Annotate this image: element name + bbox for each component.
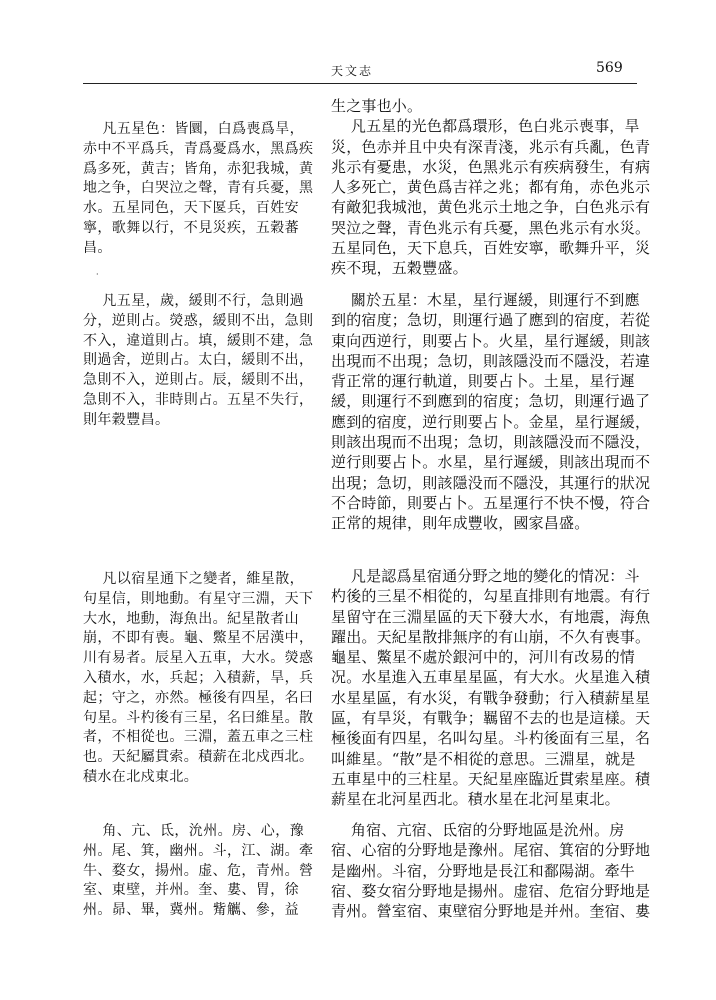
- right-para-field-allocation: 角宿、亢宿、氐宿的分野地區是沇州。房 宿、心宿的分野地是豫州。尾宿、箕宿的分野地 是幽州。斗宿，分野地是長江和鄱陽湖。牽牛 宿、婺女宿分野地是揚州。虚宿、危宿分野地是 青州。營室宿、東壁宿分野地是并州。奎宿、婁: [331, 821, 651, 921]
- stray-mark: ·: [96, 270, 99, 279]
- running-header-title: 天文志: [331, 64, 374, 78]
- header-rule: [83, 83, 637, 84]
- right-para-lodge-stars: 凡是認爲星宿通分野之地的變化的情况：斗 杓後的三星不相從的，勾星直排則有地震。有行 星留守在三淵星區的天下發大水，有地震，海魚 躍出。天紀星散排無序的有山崩，不久有喪事。 龜星、鱉星不處於銀河中的，河川有改易的情 况。水星進入五車星星區，有大水。火星進入積 水星星區，有水災，有戰争發動；行入積薪星星 區，有旱災，有戰争；羈留不去的也是這樣。天 極後面有四星，名叫勾星。斗杓後面有三星，名 叫維星。“散”是不相從的意思。三淵星，就是 五車星中的三柱星。天紀星座臨近貫索星座。積 薪星在北河星西北。積水星在北河星東北。: [331, 567, 651, 809]
- left-para-five-planets-motion: 凡五星，歲，緩則不行，急則過 分，逆則占。熒惑，緩則不出，急則 不入，違道則占。填，緩則不建，急 則過舍，逆則占。太白，緩則不出， 急則不入，逆則占。辰，緩則不出， 急則不入，非時則占。五星不失行， 則年穀豐昌。: [83, 293, 314, 428]
- right-para-five-planets-motion: 關於五星：木星，星行遲緩，則運行不到應 到的宿度；急切，則運行過了應到的宿度，若從 東向西逆行，則要占卜。火星，星行遲緩，則該 出現而不出現；急切，則該隱没而不隱没，若違 背正常的運行軌道，則要占卜。土星，星行遲 緩，則運行不到應到的宿度；急切，則運行過了 應到的宿度，逆行則要占卜。金星，星行遲緩， 則該出現而不出現；急切，則該隱没而不隱没， 逆行則要占卜。水星，星行遲緩，則該出現而不 出現；急切，則該隱没而不隱没，其運行的狀况 不合時節，則要占卜。五星運行不快不慢，符合 正常的規律，則年成豐收，國家昌盛。: [331, 291, 651, 533]
- left-para-field-allocation: 角、亢、氐，沇州。房、心，豫 州。尾、箕，幽州。斗，江、湖。牽 牛、婺女，揚州。虚、危，青州。營 室、東壁，并州。奎、婁、胃，徐 州。昴、畢，冀州。觜觽、參，益: [83, 823, 314, 919]
- right-para-five-planets-color: 生之事也小。 凡五星的光色都爲環形，色白兆示喪事，旱 災，色赤并且中央有深青淺，兆示有兵亂，色青 兆示有憂患，水災，色黑兆示有疾病發生，有病 人多死亡，黄色爲吉祥之兆；都有角，赤色兆示 有敵犯我城池，黄色兆示土地之争，白色兆示有 哭泣之聲，青色兆示有兵憂，黑色兆示有水災。 五星同色，天下息兵，百姓安寧，歌舞升平，災 疾不現，五穀豐盛。: [331, 97, 651, 278]
- page-number: 569: [596, 60, 623, 76]
- left-para-lodge-stars: 凡以宿星通下之變者，維星散， 句星信，則地動。有星守三淵，天下 大水，地動，海魚出。紀星散者山 崩，不即有喪。龜、鱉星不居漢中， 川有易者。辰星入五車，大水。熒惑 入積水，水，兵起；入積薪，旱，兵 起；守之，亦然。極後有四星，名曰 句星。斗杓後有三星，名曰維星。散 者，不相從也。三淵，蓋五車之三柱 也。天紀屬貫索。積薪在北戍西北。 積水在北戍東北。: [83, 571, 314, 785]
- left-para-five-planets-color: 凡五星色：皆圜，白爲喪爲旱， 赤中不平爲兵，青爲憂爲水，黑爲疾 爲多死，黄吉；皆角，赤犯我城，黄 地之争，白哭泣之聲，青有兵憂，黑 水。五星同色，天下匽兵，百姓安 寧，歌舞以行，不見災疾，五穀蕃 昌。: [83, 121, 314, 256]
